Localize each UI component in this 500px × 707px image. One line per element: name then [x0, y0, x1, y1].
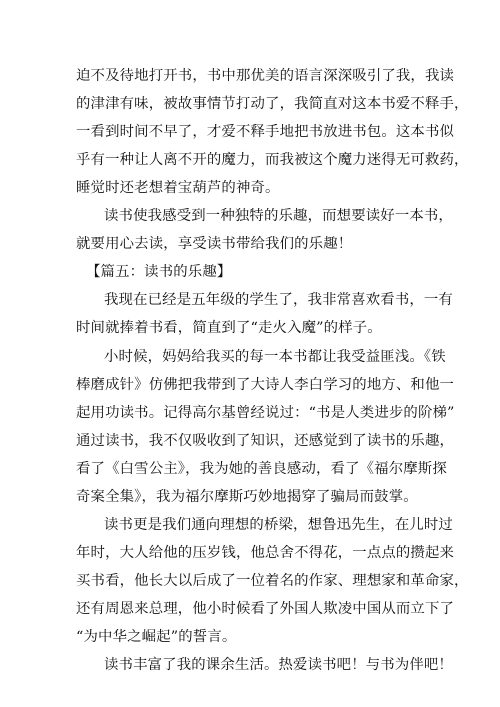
line-text: 读书更是我们通向理想的桥梁，想鲁迅先生，在儿时过 [104, 517, 453, 533]
line-text: 一看到时间不早了，才爱不释手地把书放进书包。这本书似 [76, 124, 455, 140]
text-line [0, 345, 500, 369]
line-text: 睡觉时还老想着宝葫芦的神奇。 [76, 180, 280, 196]
line-text: 通过读书，我不仅吸收到了知识，还感觉到了读书的乐趣， [76, 433, 455, 449]
text-line [0, 260, 500, 284]
text-line [0, 316, 500, 340]
text-line [0, 401, 500, 425]
line-text: 奇案全集》，我为福尔摩斯巧妙地揭穿了骗局而鼓掌。 [76, 489, 418, 505]
text-line [0, 148, 500, 172]
line-text: 时间就捧着书看，简直到了“走火入魔”的样子。 [76, 320, 382, 336]
section-heading: 【篇五：读书的乐趣】 [86, 264, 232, 280]
text-line [0, 457, 500, 481]
text-line [0, 288, 500, 312]
line-text: 看了《白雪公主》，我为她的善良感动，看了《福尔摩斯探 [76, 461, 447, 477]
line-text: 迫不及待地打开书，书中那优美的语言深深吸引了我，我读 [76, 68, 455, 84]
text-line [0, 597, 500, 621]
line-text: 我现在已经是五年级的学生了，我非常喜欢看书，一有 [104, 292, 453, 308]
line-text: “为中华之崛起”的誓言。 [76, 629, 237, 645]
text-line [0, 625, 500, 649]
text-line [0, 429, 500, 453]
line-text: 买书看，他长大以后成了一位着名的作家、理想家和革命家， [76, 573, 469, 589]
line-text: 的津津有味，被故事情节打动了，我简直对这本书爱不释手， [76, 96, 469, 112]
text-line [0, 204, 500, 228]
text-line [0, 232, 500, 256]
text-line [0, 653, 500, 677]
line-text: 就要用心去读，享受读书带给我们的乐趣！ [76, 236, 353, 252]
line-text: 年时，大人给他的压岁钱，他总舍不得花，一点点的攒起来 [76, 545, 455, 561]
line-text: 乎有一种让人离不开的魔力，而我被这个魔力迷得无可救药， [76, 152, 469, 168]
line-text: 读书使我感受到一种独特的乐趣，而想要读好一本书， [104, 208, 453, 224]
text-line [0, 541, 500, 565]
text-line [0, 485, 500, 509]
text-line [0, 373, 500, 397]
line-text: 起用功读书。记得高尔基曾经说过：“书是人类进步的阶梯” [76, 405, 455, 421]
text-line [0, 176, 500, 200]
text-line [0, 64, 500, 88]
text-line [0, 120, 500, 144]
text-line [0, 513, 500, 537]
text-line [0, 92, 500, 116]
line-text: 读书丰富了我的课余生活。热爱读书吧！与书为伴吧！ [104, 657, 453, 673]
text-line [0, 569, 500, 593]
line-text: 小时候，妈妈给我买的每一本书都让我受益匪浅。《铁 [104, 349, 446, 365]
line-text: 棒磨成针》仿佛把我带到了大诗人李白学习的地方、和他一 [76, 377, 455, 393]
line-text: 还有周恩来总理，他小时候看了外国人欺凌中国从而立下了 [76, 601, 455, 617]
